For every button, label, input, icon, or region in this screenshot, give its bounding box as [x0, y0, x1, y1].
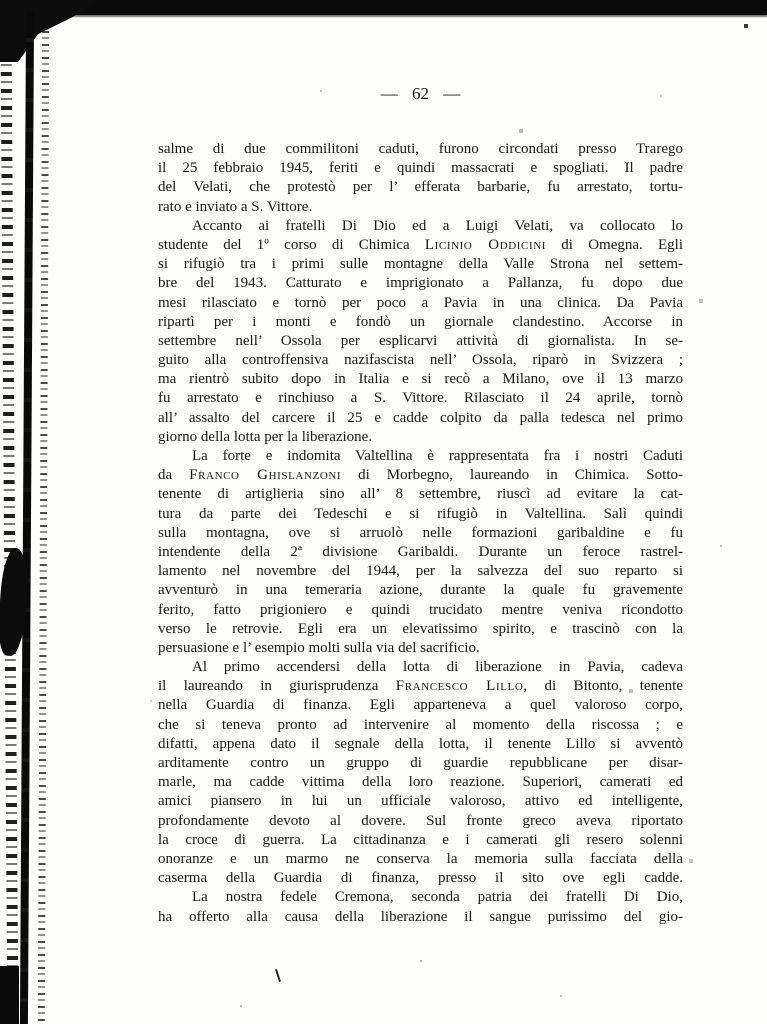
text-line [158, 274, 683, 293]
text-line [158, 658, 683, 677]
text-segment: settembre nell’ Ossola per esplicarvi attività di giornalista. In se- [158, 332, 683, 349]
text-line [158, 792, 683, 811]
person-name-smallcaps: Francesco Lillo [395, 678, 524, 695]
text-segment: giorno della lotta per la liberazione. [158, 428, 373, 445]
text-segment: guito alla controffensiva nazifascista nell’ Ossola, riparò in Svizzera ; [158, 352, 683, 369]
text-segment: studente del 1º corso di Chimica [158, 236, 425, 253]
text-segment: mesi rilasciato e tornò per poco a Pavia in una clinica. Da Pavia [158, 294, 683, 311]
text-line [158, 677, 683, 696]
text-segment: all’ assalto del carcere il 25 e cadde colpito da palla tedesca nel primo [158, 409, 683, 426]
text-segment: persuasione e l’ esempio molti sulla via del sacrificio. [158, 639, 480, 656]
text-line [158, 428, 683, 447]
text-segment: fu arrestato e rinchiuso a S. Vittore. Rilasciato il 24 aprile, tornò [158, 390, 683, 407]
text-line [158, 466, 683, 485]
text-line [158, 639, 683, 658]
text-line [158, 696, 683, 715]
text-line [158, 543, 683, 562]
text-segment: rato e inviato a S. Vittore. [158, 198, 313, 215]
text-segment: da [158, 467, 190, 484]
page-number: — 62 — [380, 84, 461, 103]
text-line [158, 140, 683, 159]
text-segment: La nostra fedele Cremona, seconda patria dei fratelli Di Dio, [192, 889, 683, 906]
text-segment: profondamente devoto al dovere. Sul fronte greco aveva riportato [158, 812, 683, 829]
text-segment: si rifugiò tra i primi sulle montagne della Valle Strona nel settem- [158, 256, 683, 273]
text-line [158, 332, 683, 351]
text-line [158, 620, 683, 639]
text-line [158, 831, 683, 850]
text-line [158, 178, 683, 197]
text-line [158, 773, 683, 792]
text-line [158, 581, 683, 600]
text-segment: ha offerto alla causa della liberazione il sangue purissimo del gio- [158, 908, 683, 925]
text-segment: bre del 1943. Catturato e imprigionato a Pallanza, fu dopo due [158, 275, 683, 292]
text-segment: onoranze e un marmo ne conserva la memoria sulla facciata della [158, 850, 683, 867]
text-block [158, 140, 683, 927]
text-segment: amici piansero in lui un ufficiale valoroso, attivo ed intelligente, [158, 793, 683, 810]
text-segment: La forte e indomita Valtellina è rappresentata fra i nostri Caduti [192, 448, 683, 464]
scan-corner-artifact [0, 0, 100, 62]
text-line [158, 409, 683, 428]
text-line [158, 485, 683, 504]
text-line [158, 255, 683, 274]
text-segment: , di Bitonto, tenente [523, 678, 683, 695]
text-segment: marle, ma cadde vittima della loro reazione. Superiori, camerati ed [158, 774, 683, 791]
text-line [158, 447, 683, 466]
text-line [158, 524, 683, 543]
text-line [158, 716, 683, 735]
text-segment: di Morbegno, laureando in Chimica. Sotto- [341, 467, 683, 484]
text-line [158, 370, 683, 389]
text-segment: tura da parte dei Tedeschi e si rifugiò in Valtellina. Salì quindi [158, 505, 683, 522]
scan-dust-specks [0, 0, 2, 2]
text-line [158, 313, 683, 332]
text-segment: ma rientrò subito dopo in Italia e si recò a Milano, ove il 13 marzo [158, 371, 683, 388]
scan-gutter-speckle [38, 18, 49, 1024]
scan-gutter-speckle [1, 55, 19, 1015]
text-line [158, 908, 683, 927]
text-line [158, 754, 683, 773]
person-name-smallcaps: Franco Ghislanzoni [189, 467, 342, 484]
text-line [158, 236, 683, 255]
text-segment: di Omegna. Egli [546, 236, 683, 253]
text-segment: Accanto ai fratelli Di Dio ed a Luigi Velati, va collocato lo [192, 217, 683, 234]
text-segment: sulla montagna, ove si arruolò nelle formazioni garibaldine e fu [158, 524, 683, 541]
text-line [158, 601, 683, 620]
scan-top-edge-artifact [0, 0, 767, 15]
text-line [158, 735, 683, 754]
text-segment: avventurò in una temeraria azione, durante la quale fu gravemente [158, 582, 683, 599]
text-segment: del Velati, che protestò per l’ efferata barbarie, fu arrestato, tortu- [158, 179, 683, 196]
text-line [158, 562, 683, 581]
text-line [158, 888, 683, 907]
scan-corner-artifact [0, 966, 19, 1024]
person-name-smallcaps: Licinio Oddicini [424, 236, 547, 253]
text-segment: verso le retrovie. Egli era un elevatissimo spirito, e trascinò con la [158, 620, 683, 637]
scan-gutter-bar [20, 12, 34, 1024]
scan-pen-mark [275, 969, 281, 982]
text-segment: intendente della 2ª divisione Garibaldi. Durante un feroce rastrel- [158, 543, 683, 560]
text-segment: il 25 febbraio 1945, feriti e quindi massacrati e spogliati. Il padre [158, 160, 683, 177]
text-line [158, 850, 683, 869]
text-segment: tenente di artiglieria sino all’ 8 settembre, riuscì ad evitare la cat- [158, 486, 683, 503]
text-line [158, 294, 683, 313]
text-segment: salme di due commilitoni caduti, furono circondati presso Trarego [158, 141, 683, 157]
text-segment: ripartì per i monti e fondò un giornale clandestino. Accorse in [158, 313, 683, 330]
text-line [158, 159, 683, 178]
text-segment: nella Guardia di finanza. Egli apparteneva a quel valoroso corpo, [158, 697, 683, 714]
text-segment: che si teneva pronto ad intervenire al momento della riscossa ; e [158, 716, 683, 733]
text-segment: lamento nel novembre del 1944, per la salvezza del suo reparto si [158, 563, 683, 580]
text-segment: Al primo accendersi della lotta di liberazione in Pavia, cadeva [192, 659, 683, 676]
text-line [158, 389, 683, 408]
text-line [158, 217, 683, 236]
text-segment: la croce di guerra. La cittadinanza e i camerati gli resero solenni [158, 831, 683, 848]
text-line [158, 505, 683, 524]
text-segment: arditamente contro un gruppo di guardie repubblicane per disar- [158, 755, 683, 771]
text-line [158, 812, 683, 831]
text-line [158, 198, 683, 217]
text-line [158, 869, 683, 888]
text-segment: caserma della Guardia di finanza, presso il sito ove egli cadde. [158, 870, 683, 887]
text-segment: il laureando in giurisprudenza [158, 678, 396, 695]
text-segment: difatti, appena dato il segnale della lotta, il tenente Lillo si avventò [158, 735, 683, 752]
text-segment: ferito, fatto prigioniero e quindi trucidato mentre veniva ricondotto [158, 601, 683, 618]
text-line [158, 351, 683, 370]
